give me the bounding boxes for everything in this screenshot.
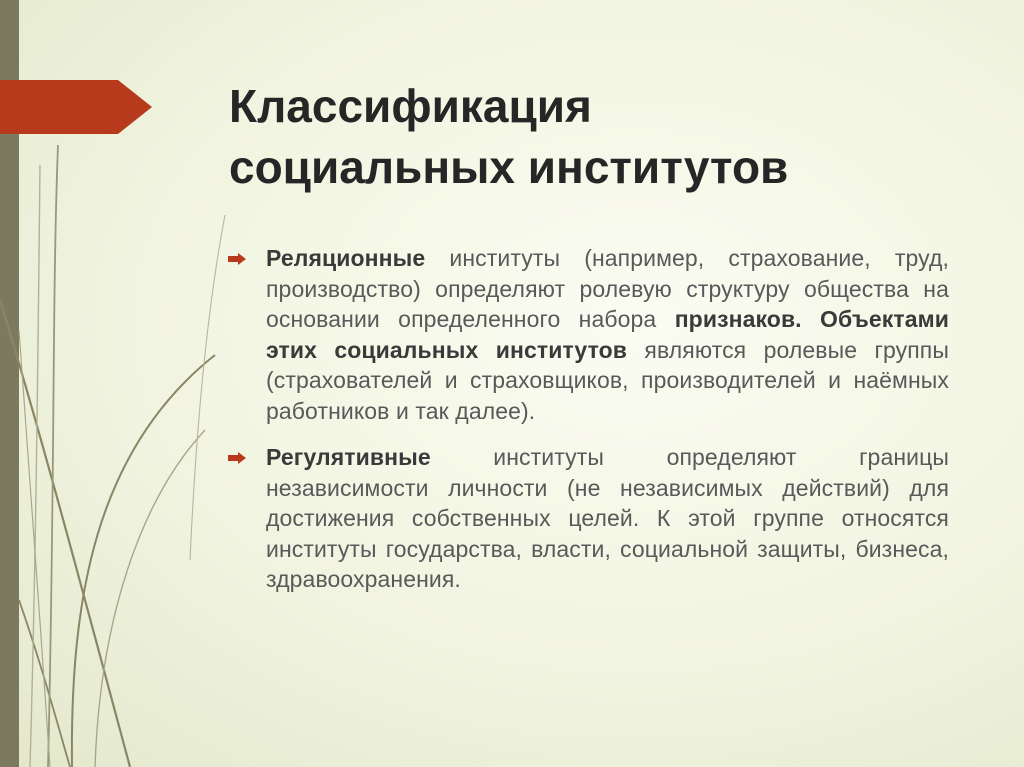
grass-line: [30, 165, 40, 767]
arrow-bullet-icon: [228, 452, 246, 464]
bullet-list: [228, 243, 949, 611]
bullet-body-tail: являются ролевые группы (страхователей и страховщиков, производителей и наёмных работников и так далее).: [266, 336, 949, 424]
slide-title-line-1: Классификация: [229, 80, 592, 132]
red-arrow-banner-icon: [0, 80, 152, 134]
bullet-item-relational: [228, 243, 949, 426]
slide-title: [229, 76, 969, 198]
bullet-lead-term: Реляционные: [266, 245, 426, 271]
bullet-bold-fragment: признаков. Объектами этих социальных институтов: [266, 306, 949, 363]
bullet-lead-term: Регулятивные: [266, 444, 431, 470]
bullet-text: [266, 442, 949, 595]
slide-title-line-2: социальных институтов: [229, 141, 789, 193]
grass-line: [72, 355, 215, 767]
grass-line: [190, 215, 225, 560]
bullet-body: институты (например, страхование, труд, производство) определяют ролевую структуру общества на основании определенного набора: [266, 245, 949, 332]
bullet-body: институты определяют границы независимости личности (не независимых действий) для достижения собственных целей. К этой группе относятся институты государства, власти, социальной защиты, бизнеса, здравоохранения.: [266, 444, 949, 592]
grass-line: [0, 300, 130, 767]
bullet-text: [266, 243, 949, 426]
grass-line: [95, 430, 205, 767]
grass-line: [19, 330, 50, 767]
bullet-item-regulative: [228, 442, 949, 595]
arrow-bullet-icon: [228, 253, 246, 265]
grass-line: [48, 145, 58, 767]
decorative-grass-lines: [0, 0, 230, 767]
